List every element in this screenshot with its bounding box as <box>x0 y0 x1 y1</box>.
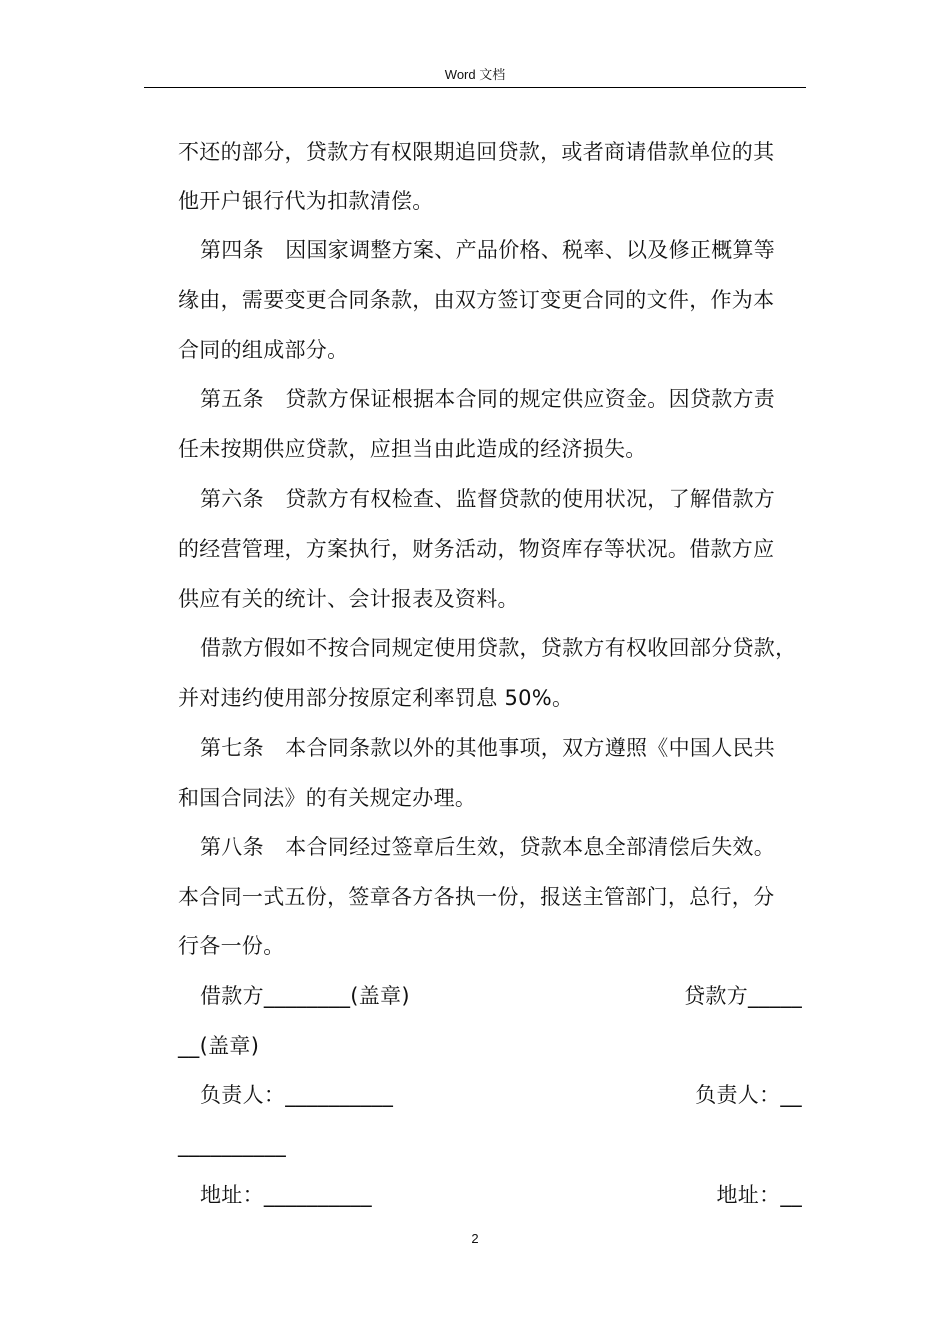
body-line: 借款方假如不按合同规定使用贷款，贷款方有权收回部分贷款， <box>200 636 797 660</box>
lender-signature: 贷款方_____ <box>684 984 802 1008</box>
lender-signature-continued: __(盖章) <box>178 1034 260 1058</box>
borrower-signature: 借款方________(盖章) <box>200 984 410 1008</box>
body-line: 他开户银行代为扣款清偿。 <box>178 189 434 213</box>
article-5-line: 第五条 贷款方保证根据本合同的规定供应资金。因贷款方责 <box>200 387 776 411</box>
article-7-line: 第七条 本合同条款以外的其他事项，双方遵照《中国人民共 <box>200 736 776 760</box>
body-line: 行各一份。 <box>178 934 285 958</box>
page-header-title: Word 文档 <box>444 67 506 82</box>
page-number: 2 <box>471 1231 479 1246</box>
body-line: 并对违约使用部分按原定利率罚息 50%。 <box>178 686 574 710</box>
body-line: 缘由，需要变更合同条款，由双方签订变更合同的文件，作为本 <box>178 288 775 312</box>
body-line: 供应有关的统计、会计报表及资料。 <box>178 587 519 611</box>
body-line: 不还的部分，贷款方有权限期追回贷款，或者商请借款单位的其 <box>178 140 775 164</box>
lender-address: 地址：__ <box>716 1183 802 1207</box>
borrower-representative: 负责人：__________ <box>200 1083 394 1107</box>
lender-representative-continued: __________ <box>178 1133 286 1157</box>
article-6-line: 第六条 贷款方有权检查、监督贷款的使用状况，了解借款方 <box>200 487 776 511</box>
body-line: 的经营管理，方案执行，财务活动，物资库存等状况。借款方应 <box>178 537 775 561</box>
body-line: 合同的组成部分。 <box>178 338 349 362</box>
borrower-address: 地址：__________ <box>200 1183 372 1207</box>
lender-representative: 负责人：__ <box>695 1083 802 1107</box>
body-line: 任未按期供应贷款，应担当由此造成的经济损失。 <box>178 437 647 461</box>
article-4-line: 第四条 因国家调整方案、产品价格、税率、以及修正概算等 <box>200 238 776 262</box>
header-rule <box>144 87 806 88</box>
body-line: 本合同一式五份，签章各方各执一份，报送主管部门，总行，分 <box>178 885 775 909</box>
article-8-line: 第八条 本合同经过签章后生效，贷款本息全部清偿后失效。 <box>200 835 776 859</box>
body-line: 和国合同法》的有关规定办理。 <box>178 786 477 810</box>
